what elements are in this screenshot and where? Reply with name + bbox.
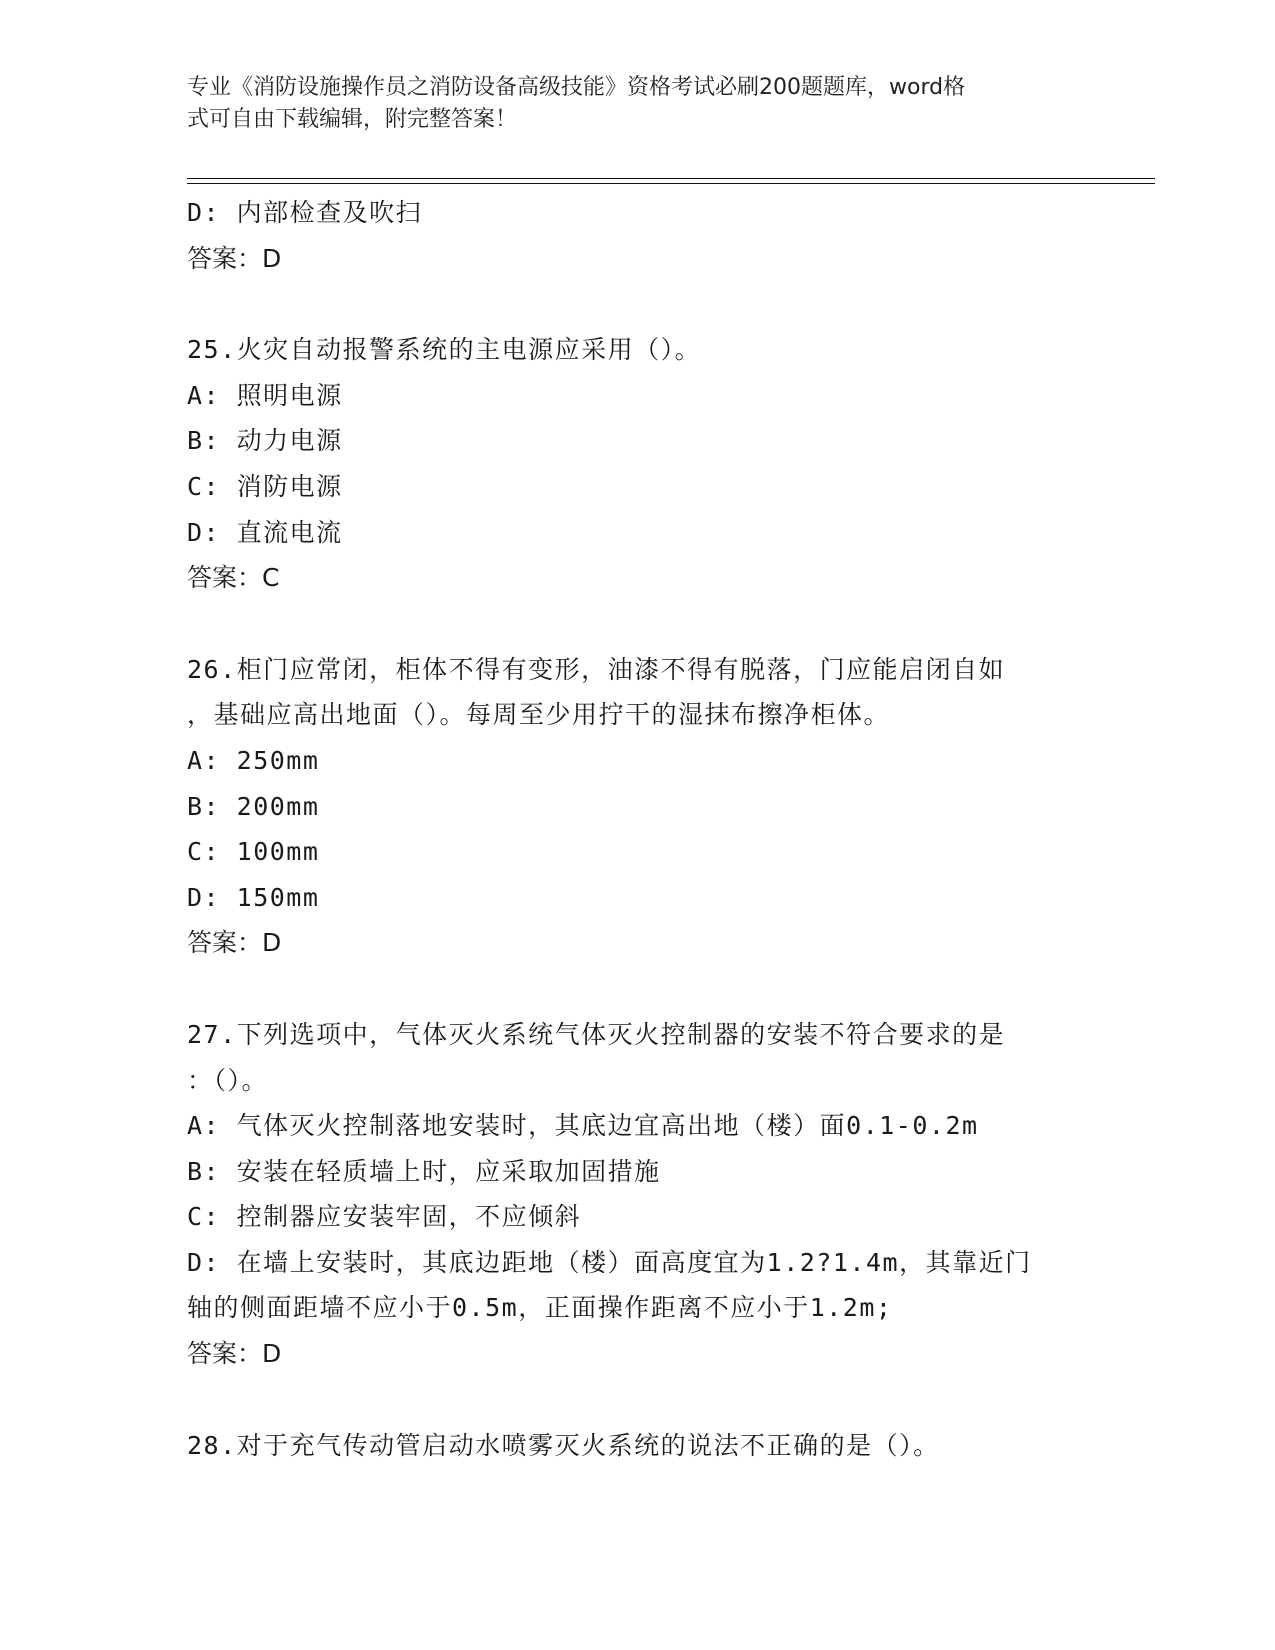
- question-25: [187, 327, 1087, 601]
- option-d: D: 直流电流: [187, 517, 343, 547]
- option-a: A: 气体灭火控制落地安装时，其底边宜高出地（楼）面0.1-0.2m: [187, 1111, 979, 1141]
- question-26: [187, 647, 1087, 966]
- header-divider-top: [187, 178, 1155, 179]
- question-27: [187, 1012, 1087, 1377]
- option-c: C: 消防电源: [187, 471, 343, 501]
- option-b: B: 动力电源: [187, 426, 343, 456]
- option-d-line-2: 轴的侧面距墙不应小于0.5m，正面操作距离不应小于1.2m;: [187, 1293, 893, 1323]
- question-stem-line-1: 27.下列选项中，气体灭火系统气体灭火控制器的安装不符合要求的是: [187, 1019, 1006, 1049]
- question-content: [187, 190, 1087, 1468]
- option-a: A: 250mm: [187, 745, 320, 775]
- option-c: C: 100mm: [187, 837, 320, 867]
- option-d-line-1: D: 在墙上安装时，其底边距地（楼）面高度宜为1.2?1.4m，其靠近门: [187, 1247, 1032, 1277]
- question-stem-line-2: ，基础应高出地面（）。每周至少用拧干的湿抹布擦净柜体。: [187, 700, 891, 730]
- answer-label: 答案：D: [187, 243, 282, 273]
- header-line-2: 式可自由下载编辑，附完整答案！: [187, 107, 518, 132]
- question-stem: 25.火灾自动报警系统的主电源应采用（）。: [187, 335, 702, 365]
- answer-label: 答案：C: [187, 563, 280, 593]
- option-c: C: 控制器应安装牢固，不应倾斜: [187, 1202, 582, 1232]
- option-b: B: 200mm: [187, 791, 320, 821]
- question-stem: 28.对于充气传动管启动水喷雾灭火系统的说法不正确的是（）。: [187, 1430, 940, 1460]
- option-d: D: 内部检查及吹扫: [187, 198, 423, 227]
- header-divider-bottom: [187, 183, 1155, 184]
- question-stem-line-2: ：（）。: [187, 1065, 269, 1095]
- question-stem-line-1: 26.柜门应常闭，柜体不得有变形，油漆不得有脱落，门应能启闭自如: [187, 654, 1006, 684]
- document-header: [187, 72, 1087, 136]
- question-24-tail: [187, 190, 1087, 281]
- option-b: B: 安装在轻质墙上时，应采取加固措施: [187, 1156, 661, 1186]
- option-d: D: 150mm: [187, 882, 320, 912]
- answer-label: 答案：D: [187, 928, 282, 958]
- answer-label: 答案：D: [187, 1339, 282, 1369]
- header-line-1: 专业《消防设施操作员之消防设备高级技能》资格考试必刷200题题库，word格: [187, 75, 966, 100]
- option-a: A: 照明电源: [187, 380, 343, 410]
- question-28: [187, 1423, 1087, 1469]
